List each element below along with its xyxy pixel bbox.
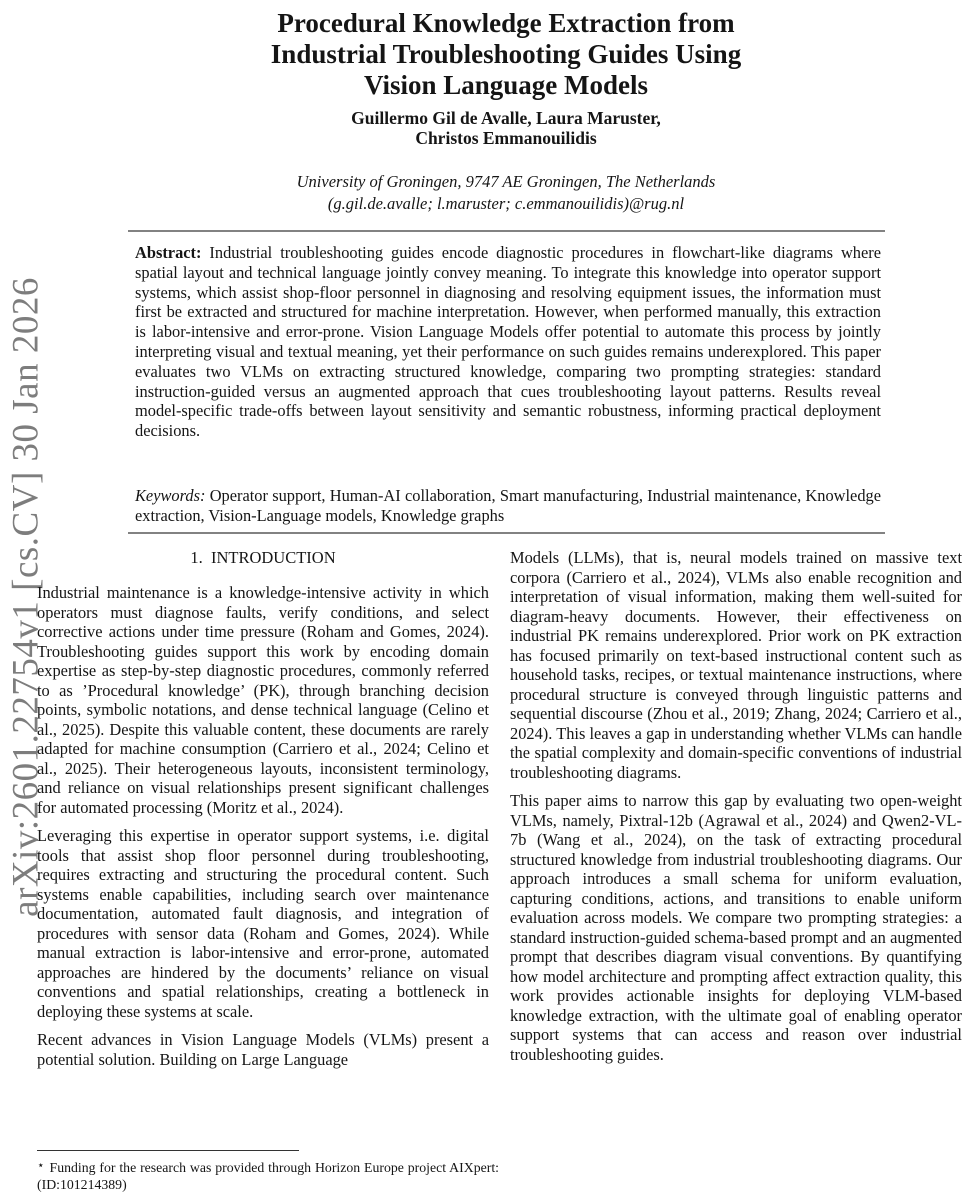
title-line-2: Industrial Troubleshooting Guides Using: [270, 39, 742, 69]
right-paragraph-1: Models (LLMs), that is, neural models trained on massive text corpora (Carriero et al., 2024), VLMs also enable recognition and interpretation of visual information, making them well-suited for diagram-heavy documents. However, their effectiveness on industrial PK remains underexplored. Prior work on PK extraction has focused primarily on text-based instructional content such as household tasks, recipes, or textual maintenance instructions, where procedural structure is conveyed through linguistic patterns and sequential discourse (Zhou et al., 2019; Zhang, 2024; Carriero et al., 2024). This leaves a gap in understanding whether VLMs can handle the spatial complexity and domain-specific conventions of industrial troubleshooting diagrams.: [510, 548, 962, 782]
two-column-body: [37, 548, 962, 1078]
intro-paragraph-1: Industrial maintenance is a knowledge-intensive activity in which operators must diagnose faults, verify conditions, and select corrective actions under time pressure (Roham and Gomes, 2024). Troubleshooting guides support this work by encoding domain expertise as step-by-step diagnostic procedures, commonly referred to as ’Procedural knowledge’ (PK), through branching decision points, symbolic notations, and dense technical language (Celino et al., 2025). Despite this valuable content, these documents are rarely adapted for machine consumption (Carriero et al., 2024; Celino et al., 2025). Their heterogeneous layouts, inconsistent terminology, and reliance on visual relationships present significant challenges for automated processing (Moritz et al., 2024).: [37, 583, 489, 817]
footnote-text: Funding for the research was provided through Horizon Europe project AIXpert: (ID:101214389): [37, 1160, 499, 1192]
left-column: [37, 548, 489, 1078]
keywords-label: Keywords:: [135, 486, 206, 505]
footnote-rule: [37, 1150, 299, 1151]
arxiv-watermark: arXiv:2601.22754v1 [cs.CV] 30 Jan 2026: [5, 277, 47, 917]
title-line-1: Procedural Knowledge Extraction from: [277, 8, 735, 38]
abstract-bottom-rule: [128, 532, 885, 534]
title-line-3: Vision Language Models: [363, 70, 649, 100]
affiliation: [40, 171, 972, 215]
section-heading-introduction: 1. INTRODUCTION: [190, 548, 336, 567]
intro-paragraph-2: Leveraging this expertise in operator support systems, i.e. digital tools that assist shop floor personnel during troubleshooting, requires extracting and structuring the procedural content. Such systems enable capabilities, including search over maintenance documentation, automated fault diagnosis, and integration of procedures with sensor data (Roham and Gomes, 2024). While manual extraction is labor-intensive and error-prone, automated approaches are hindered by the documents’ reliance on visual conventions and spatial relationships, creating a bottleneck in deploying these systems at scale.: [37, 826, 489, 1021]
emails-line: (g.gil.de.avalle; l.maruster; c.emmanouilidis)@rug.nl: [327, 194, 685, 213]
abstract: [135, 243, 881, 441]
authors-line-1: Guillermo Gil de Avalle, Laura Maruster,: [351, 108, 661, 128]
keywords: [135, 486, 881, 526]
abstract-text: Industrial troubleshooting guides encode diagnostic procedures in flowchart-like diagrams where spatial layout and technical language jointly convey meaning. To integrate this knowledge into operator support systems, which assist shop-floor personnel in diagnosing and resolving equipment issues, the information must first be extracted and structured for machine interpretation. However, when performed manually, this extraction is labor-intensive and error-prone. Vision Language Models offer potential to automate this process by jointly interpreting visual and textual meaning, yet their performance on such guides remains underexplored. This paper evaluates two VLMs on extracting structured knowledge, comparing two prompting strategies: standard instruction-guided versus an augmented approach that cues troubleshooting layout patterns. Results reveal model-specific trade-offs between layout sensitivity and semantic robustness, informing practical deployment decisions.: [135, 243, 881, 441]
paper-title: [40, 8, 972, 101]
footnote-star-marker: ⋆: [37, 1158, 45, 1172]
funding-footnote: [37, 1150, 499, 1193]
authors: [40, 108, 972, 148]
abstract-top-rule: [128, 230, 885, 232]
right-paragraph-2: This paper aims to narrow this gap by evaluating two open-weight VLMs, namely, Pixtral-12b (Agrawal et al., 2024) and Qwen2-VL-7b (Wang et al., 2024), on the task of extracting procedural structured knowledge from industrial troubleshooting diagrams. Our approach introduces a small schema for uniform evaluation, capturing conditions, actions, and transitions to enable uniform evaluation across models. We compare two prompting strategies: a standard instruction-guided schema-based prompt and an augmented prompt that describes diagram visual conventions. By quantifying how model architecture and prompting affect extraction quality, this work provides actionable insights for deploying VLM-based knowledge extraction, with the ultimate goal of enabling operator support systems that can access and reason over industrial troubleshooting guides.: [510, 791, 962, 1064]
intro-paragraph-3: Recent advances in Vision Language Models (VLMs) present a potential solution. Building on Large Language: [37, 1030, 489, 1069]
abstract-label: Abstract:: [135, 243, 202, 262]
authors-line-2: Christos Emmanouilidis: [415, 128, 597, 148]
affiliation-line: University of Groningen, 9747 AE Groningen, The Netherlands: [296, 172, 716, 191]
keywords-text: Operator support, Human-AI collaboration, Smart manufacturing, Industrial maintenance, Knowledge extraction, Vision-Language models, Knowledge graphs: [135, 486, 881, 525]
right-column: [510, 548, 962, 1078]
